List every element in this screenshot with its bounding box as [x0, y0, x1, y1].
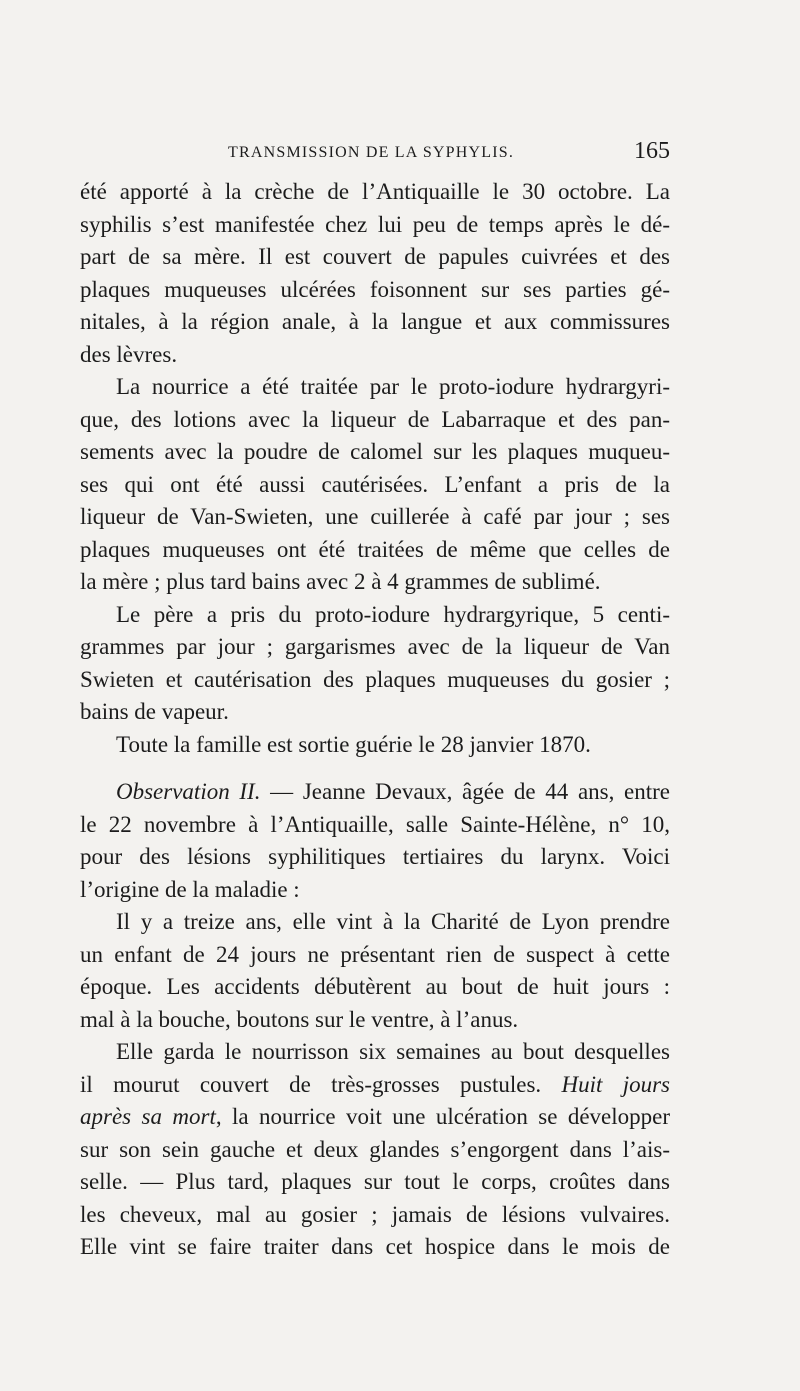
text-line: époque. Les accidents débutèrent au bout de huit jours :	[80, 974, 670, 999]
text-segment: , la nourrice voit une ulcération se développer	[215, 1104, 670, 1129]
text-line: le 22 novembre à l’Antiquaille, salle Sainte-Hélène, n° 10,	[80, 811, 670, 837]
text-line: un enfant de 24 jours ne présentant rien de suspect à cette	[80, 941, 670, 967]
text-line: selle. — Plus tard, plaques sur tout le corps, croûtes dans	[80, 1169, 670, 1194]
paragraph-start-line: Il y a treize ans, elle vint à la Charité de Lyon prendre	[116, 909, 670, 934]
text-line: nitales, à la région anale, à la langue et aux commissures	[80, 309, 670, 334]
text-line: que, des lotions avec la liqueur de Labarraque et des pan-	[80, 406, 670, 432]
text-line: plaques muqueuses ulcérées foisonnent sur ses parties gé-	[80, 276, 670, 302]
text-line: sements avec la poudre de calomel sur les plaques muqueu-	[80, 439, 670, 464]
text-line: part de sa mère. Il est couvert de papules cuivrées et des	[80, 244, 670, 269]
text-line: grammes par jour ; gargarismes avec de la liqueur de Van	[80, 634, 670, 659]
text-line: Swieten et cautérisation des plaques muqueuses du gosier ;	[80, 666, 670, 692]
text-line: bains de vapeur.	[80, 699, 229, 724]
paragraph-start-line: Le père a pris du proto-iodure hydrargyrique, 5 centi-	[116, 601, 670, 627]
text-line: mal à la bouche, boutons sur le ventre, à l’anus.	[80, 1006, 519, 1032]
text-line: été apporté à la crèche de l’Antiquaille le 30 octobre. La	[80, 179, 670, 204]
text-line: pour des lésions syphilitiques tertiaires du larynx. Voici	[80, 844, 670, 869]
italic-phrase: après sa mort	[80, 1104, 216, 1129]
text-line: liqueur de Van-Swieten, une cuillerée à café par jour ; ses	[80, 504, 670, 529]
text-line: syphilis s’est manifestée chez lui peu de temps après le dé-	[80, 211, 670, 237]
paragraph-start-line: Toute la famille est sortie guérie le 28 janvier 1870.	[116, 731, 591, 757]
text-line: la mère ; plus tard bains avec 2 à 4 grammes de sublimé.	[80, 569, 601, 594]
text-line: l’origine de la maladie :	[80, 876, 300, 902]
page-number: 165	[634, 138, 670, 164]
observation-label: Observation II.	[116, 779, 261, 804]
italic-phrase: Huit jours	[561, 1071, 670, 1097]
text-line	[80, 1069, 670, 1102]
body-text	[80, 176, 670, 1264]
paragraph-start-line: Elle garda le nourrisson six semaines au bout desquelles	[116, 1039, 670, 1064]
text-line: des lèvres.	[80, 341, 178, 367]
observation-heading-line	[80, 776, 670, 809]
text-line: ses qui ont été aussi cautérisées. L’enfant a pris de la	[80, 471, 670, 497]
observation-text: — Jeanne Devaux, âgée de 44 ans, entre	[260, 779, 670, 804]
text-line	[80, 1101, 670, 1134]
section-gap	[80, 761, 670, 776]
text-line: sur son sein gauche et deux glandes s’engorgent dans l’ais-	[80, 1136, 670, 1162]
paragraph-start-line: La nourrice a été traitée par le proto-iodure hydrargyri-	[116, 374, 670, 399]
text-line: Elle vint se faire traiter dans cet hospice dans le mois de	[80, 1234, 670, 1259]
running-title: TRANSMISSION DE LA SYPHYLIS.	[228, 144, 515, 161]
text-line: les cheveux, mal au gosier ; jamais de lésions vulvaires.	[80, 1201, 670, 1227]
running-head	[80, 140, 670, 170]
text-segment: il mourut couvert de très-grosses pustules.	[80, 1071, 562, 1097]
text-line: plaques muqueuses ont été traitées de même que celles de	[80, 536, 670, 562]
